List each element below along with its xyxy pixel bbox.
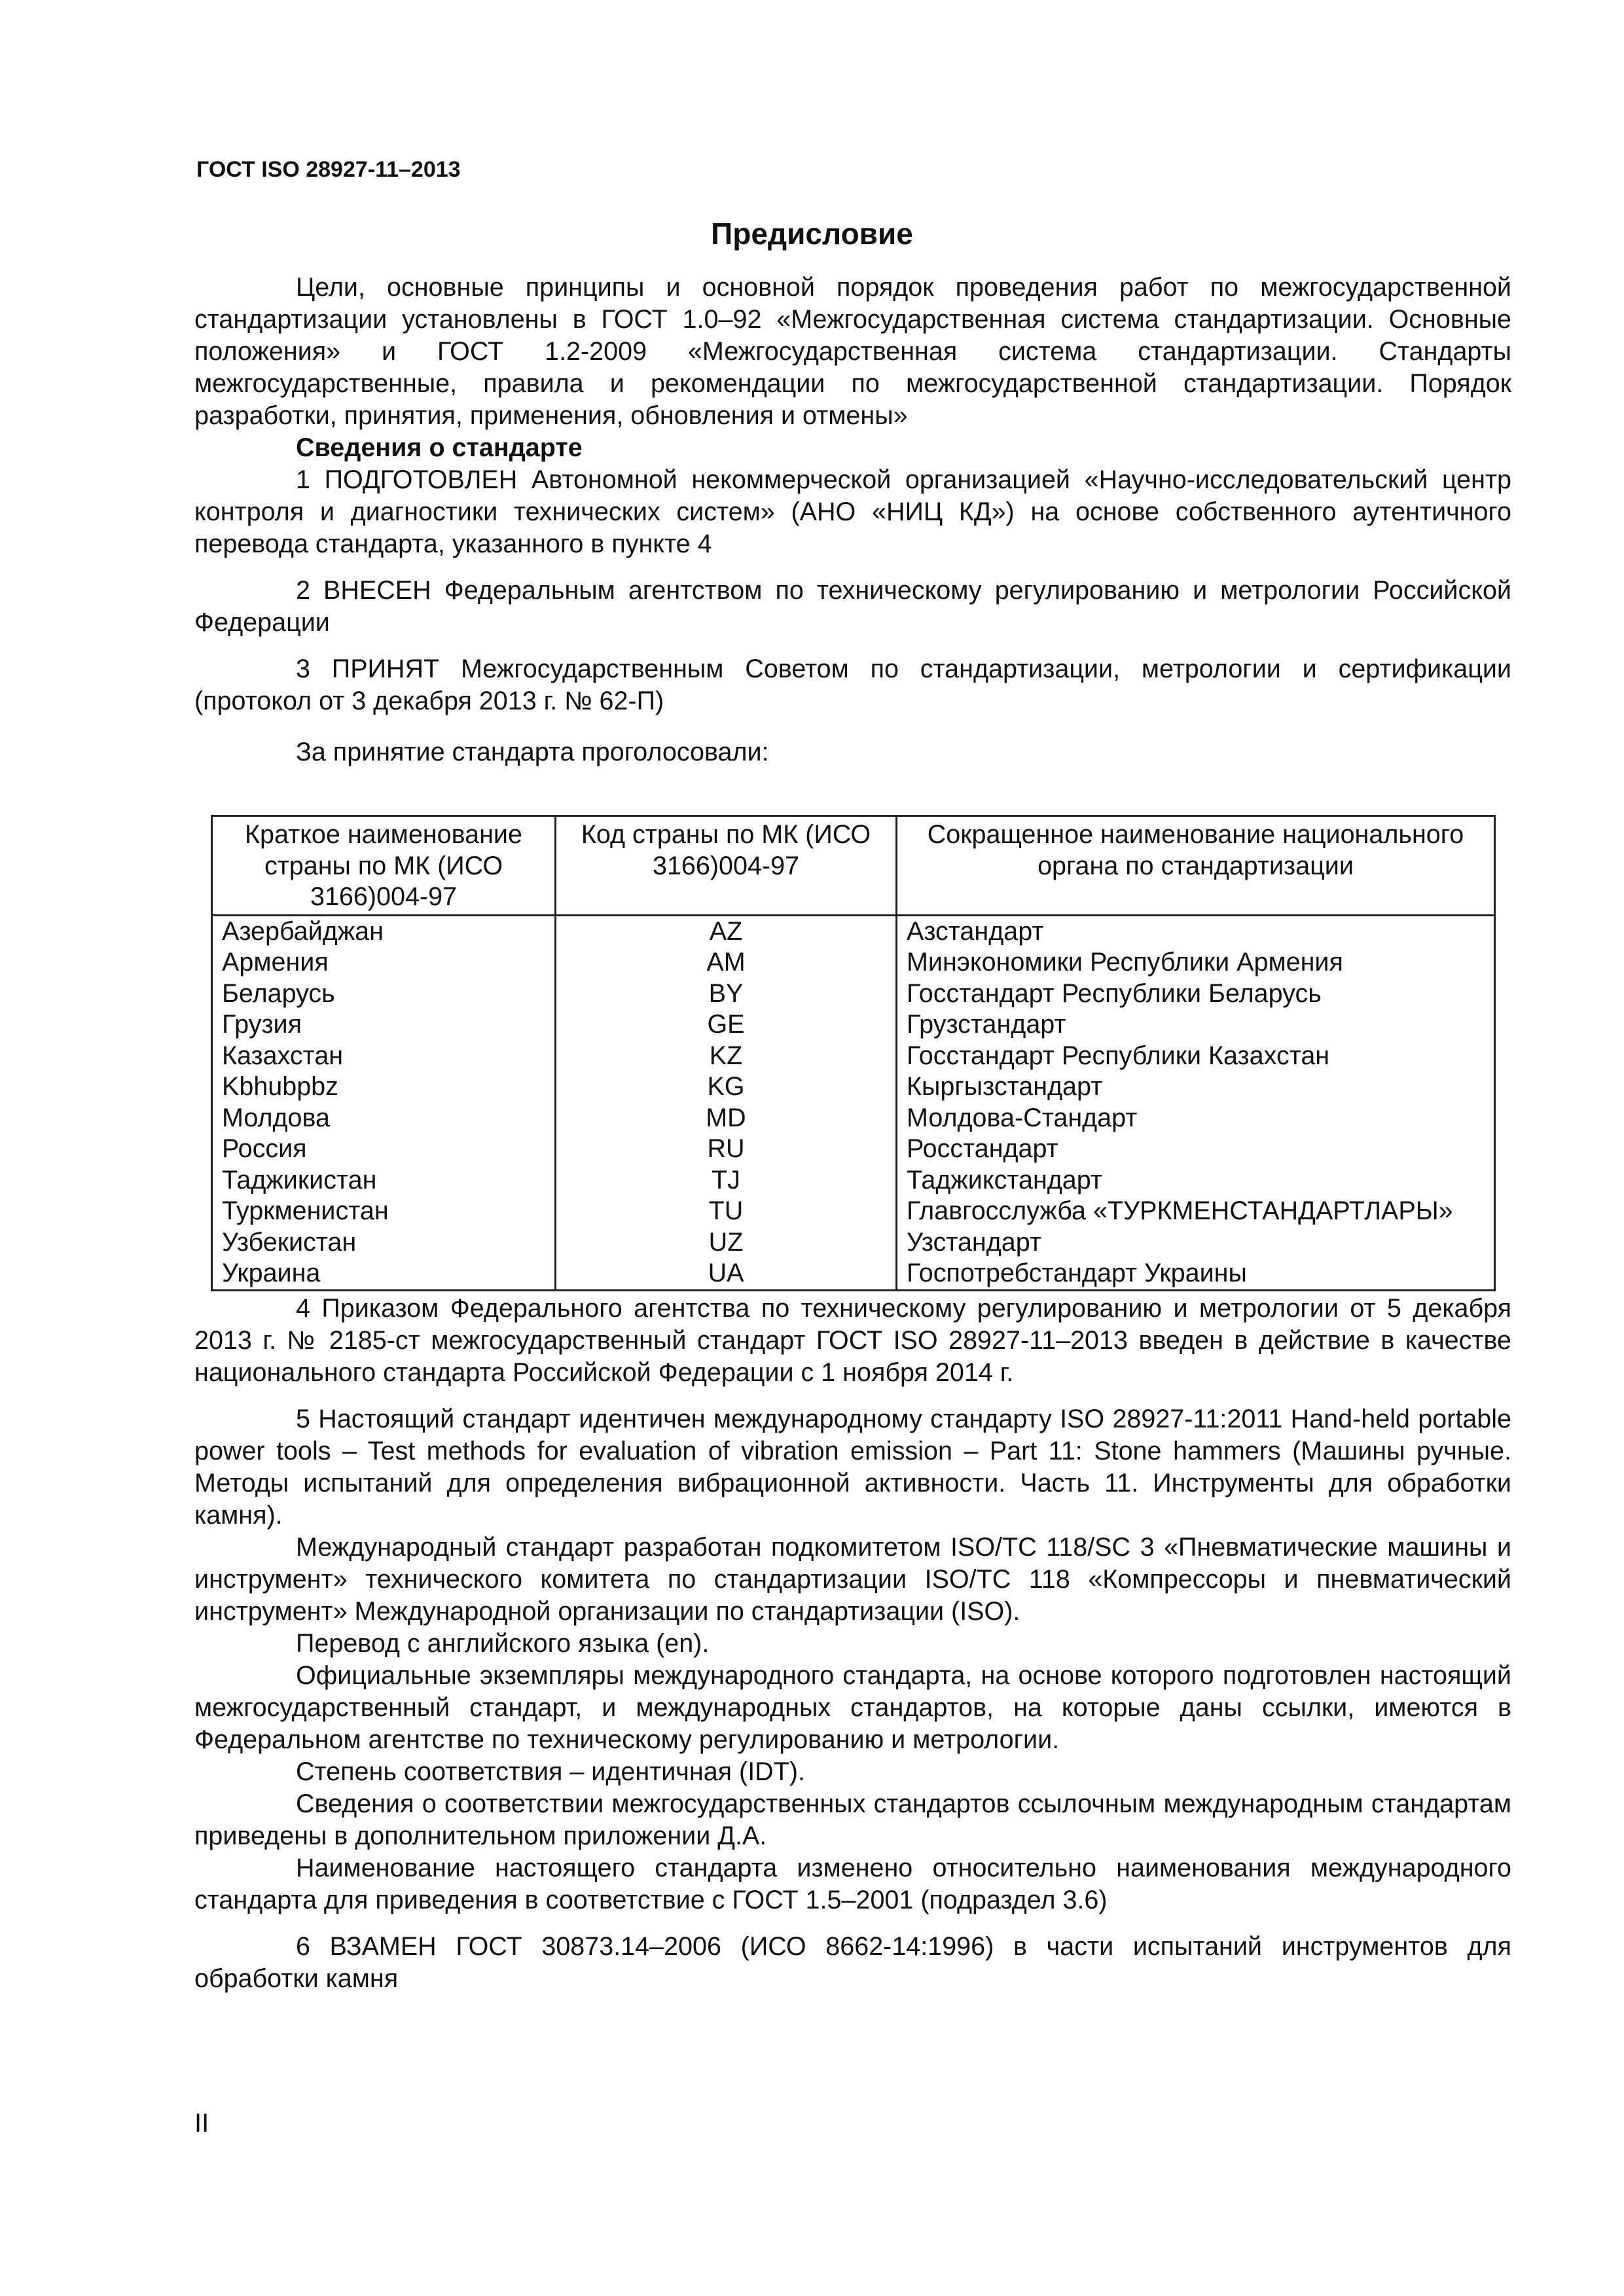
body-cell: Азстандарт bbox=[897, 915, 1495, 947]
annex-paragraph: Сведения о соответствии межгосударственных стандартов ссылочным международным стандартам приведены в дополнительном приложении Д.А. bbox=[194, 1789, 1511, 1850]
translation-paragraph: Перевод с английского языка (en). bbox=[296, 1629, 710, 1658]
table-row bbox=[212, 1227, 1495, 1259]
voted-block bbox=[194, 736, 1511, 768]
code-cell: BY bbox=[556, 978, 897, 1010]
item-2-paragraph: 2 ВНЕСЕН Федеральным агентством по техническому регулированию и метрологии Российской Федерации bbox=[194, 576, 1511, 637]
body-cell: Главгосслужба «ТУРКМЕНСТАНДАРТЛАРЫ» bbox=[897, 1196, 1495, 1227]
table-row bbox=[212, 1071, 1495, 1103]
country-cell: Азербайджан bbox=[212, 915, 556, 947]
code-cell: AM bbox=[556, 947, 897, 978]
body-cell: Узстандарт bbox=[897, 1227, 1495, 1259]
foreword-bottom-block bbox=[194, 1293, 1511, 1995]
code-cell: GE bbox=[556, 1009, 897, 1041]
document-code-header: ГОСТ ISO 28927-11–2013 bbox=[196, 157, 461, 182]
country-cell: Молдова bbox=[212, 1103, 556, 1134]
voting-countries-table bbox=[211, 815, 1496, 1291]
item-5-paragraph: 5 Настоящий стандарт идентичен международному стандарту ISO 28927-11:2011 Hand-held portable power tools – Test methods for evaluation of vibration emission – Part 11: Stone hammers (Машины ручные. Методы испытаний для определения вибрационной активности. Часть 11. Инструменты для обработки камня). bbox=[194, 1405, 1511, 1530]
code-cell: TJ bbox=[556, 1165, 897, 1196]
body-cell: Грузстандарт bbox=[897, 1009, 1495, 1041]
name-change-paragraph: Наименование настоящего стандарта изменено относительно наименования международного стандарта для приведения в соответствие с ГОСТ 1.5–2001 (подраздел 3.6) bbox=[194, 1854, 1511, 1914]
table-row bbox=[212, 1196, 1495, 1227]
body-cell: Молдова-Стандарт bbox=[897, 1103, 1495, 1134]
table-row bbox=[212, 915, 1495, 947]
table-row bbox=[212, 978, 1495, 1010]
code-cell: TU bbox=[556, 1196, 897, 1227]
country-cell: Россия bbox=[212, 1134, 556, 1165]
table-row bbox=[212, 1165, 1495, 1196]
page-number: II bbox=[194, 2109, 209, 2138]
country-cell: Kbhubpbz bbox=[212, 1071, 556, 1103]
body-cell: Госпотребстандарт Украины bbox=[897, 1258, 1495, 1290]
body-cell: Таджикстандарт bbox=[897, 1165, 1495, 1196]
code-cell: UA bbox=[556, 1258, 897, 1290]
country-cell: Украина bbox=[212, 1258, 556, 1290]
item-3-paragraph: 3 ПРИНЯТ Межгосударственным Советом по стандартизации, метрологии и сертификации (протокол от 3 декабря 2013 г. № 62-П) bbox=[194, 655, 1511, 715]
column-header-country: Краткое наименование страны по МК (ИСО 3166)004-97 bbox=[212, 816, 556, 916]
item-1-paragraph: 1 ПОДГОТОВЛЕН Автономной некоммерческой организацией «Научно-исследовательский центр контроля и диагностики технических систем» (АНО «НИЦ КД») на основе собственного аутентичного перевода стандарта, указанного в пункте 4 bbox=[194, 465, 1511, 558]
intro-paragraph: Цели, основные принципы и основной порядок проведения работ по межгосударственной стандартизации установлены в ГОСТ 1.0–92 «Межгосударственная система стандартизации. Основные положения» и ГОСТ 1.2-2009 «Межгосударственная система стандартизации. Стандарты межгосударственные, правила и рекомендации по межгосударственной стандартизации. Порядок разработки, принятия, применения, обновления и отмены» bbox=[194, 273, 1511, 430]
column-header-body: Сокращенное наименование национального органа по стандартизации bbox=[897, 816, 1495, 916]
standard-info-subheading: Сведения о стандарте bbox=[296, 433, 583, 462]
body-cell: Госстандарт Республики Казахстан bbox=[897, 1041, 1495, 1072]
voted-label: За принятие стандарта проголосовали: bbox=[296, 738, 769, 766]
table-row bbox=[212, 1103, 1495, 1134]
country-cell: Таджикистан bbox=[212, 1165, 556, 1196]
table-row bbox=[212, 1041, 1495, 1072]
code-cell: RU bbox=[556, 1134, 897, 1165]
table-header-row bbox=[212, 816, 1495, 916]
code-cell: UZ bbox=[556, 1227, 897, 1259]
table-row bbox=[212, 1009, 1495, 1041]
foreword-top-block bbox=[194, 272, 1511, 717]
column-header-code: Код страны по МК (ИСО 3166)004-97 bbox=[556, 816, 897, 916]
country-cell: Узбекистан bbox=[212, 1227, 556, 1259]
country-cell: Беларусь bbox=[212, 978, 556, 1010]
table-row bbox=[212, 1134, 1495, 1165]
developed-paragraph: Международный стандарт разработан подкомитетом ISO/TC 118/SC 3 «Пневматические машины и инструмент» технического комитета по стандартизации ISO/TC 118 «Компрессоры и пневматический инструмент» Международной организации по стандартизации (ISO). bbox=[194, 1533, 1511, 1626]
section-title: Предисловие bbox=[711, 217, 913, 251]
body-cell: Минэкономики Республики Армения bbox=[897, 947, 1495, 978]
code-cell: MD bbox=[556, 1103, 897, 1134]
code-cell: KZ bbox=[556, 1041, 897, 1072]
degree-paragraph: Степень соответствия – идентичная (IDT). bbox=[296, 1757, 805, 1786]
body-cell: Кыргызстандарт bbox=[897, 1071, 1495, 1103]
body-cell: Росстандарт bbox=[897, 1134, 1495, 1165]
item-6-paragraph: 6 ВЗАМЕН ГОСТ 30873.14–2006 (ИСО 8662-14:1996) в части испытаний инструментов для обработки камня bbox=[194, 1932, 1511, 1993]
table-row bbox=[212, 1258, 1495, 1290]
body-cell: Госстандарт Республики Беларусь bbox=[897, 978, 1495, 1010]
item-4-paragraph: 4 Приказом Федерального агентства по техническому регулированию и метрологии от 5 декабря 2013 г. № 2185-ст межгосударственный стандарт ГОСТ ISO 28927-11–2013 введен в действие в качестве национального стандарта Российской Федерации с 1 ноября 2014 г. bbox=[194, 1294, 1511, 1387]
country-cell: Казахстан bbox=[212, 1041, 556, 1072]
code-cell: KG bbox=[556, 1071, 897, 1103]
country-cell: Армения bbox=[212, 947, 556, 978]
official-copies-paragraph: Официальные экземпляры международного стандарта, на основе которого подготовлен настоящий межгосударственный стандарт, и международных стандартов, на которые даны ссылки, имеются в Федеральном агентстве по техническому регулированию и метрологии. bbox=[194, 1661, 1511, 1754]
country-cell: Грузия bbox=[212, 1009, 556, 1041]
table-row bbox=[212, 947, 1495, 978]
country-cell: Туркменистан bbox=[212, 1196, 556, 1227]
code-cell: AZ bbox=[556, 915, 897, 947]
